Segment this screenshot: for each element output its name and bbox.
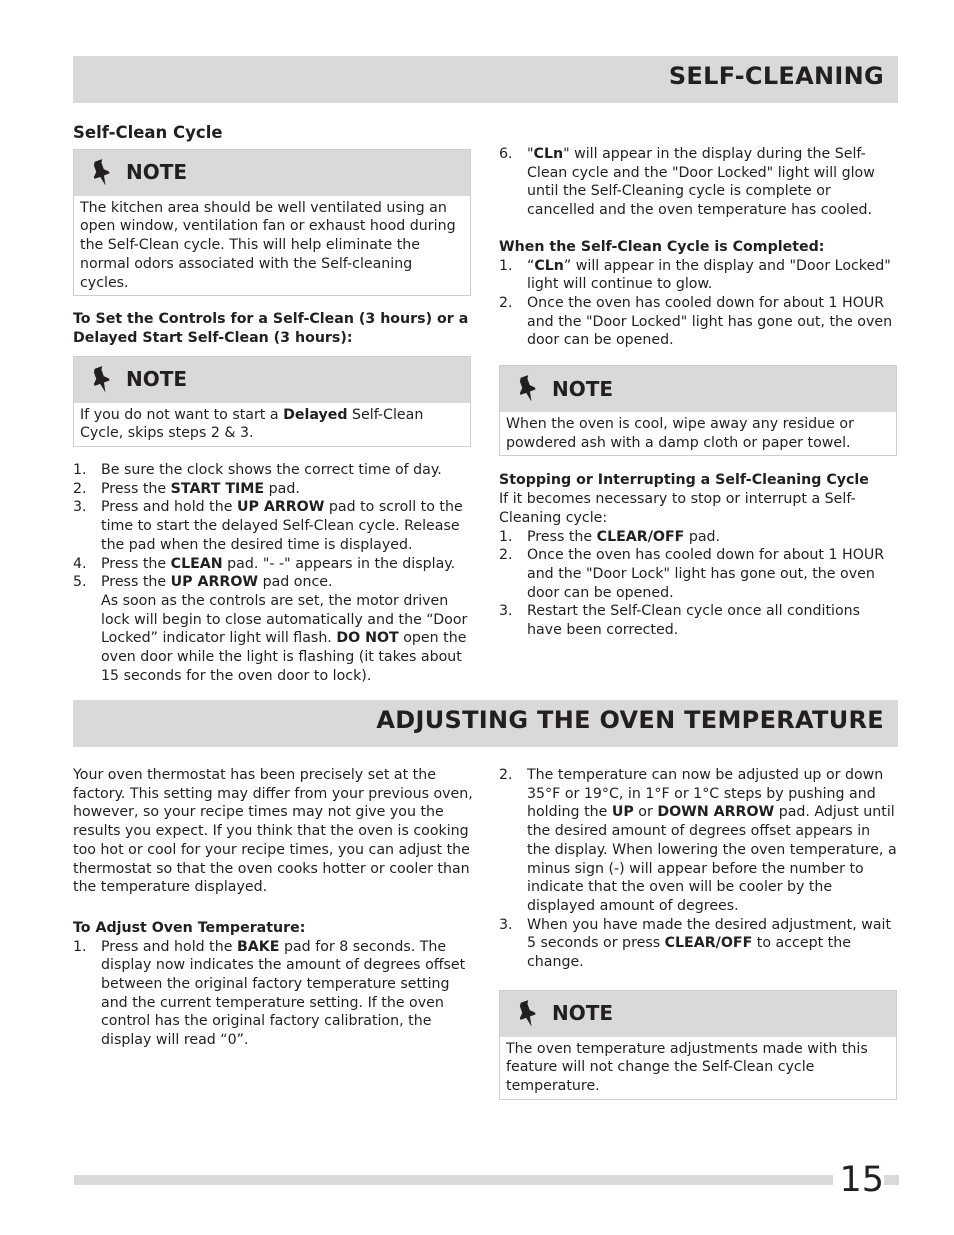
page-number: 15: [833, 1160, 884, 1200]
list-item: 4. Press the CLEAN pad. "- -" appears in the display.: [73, 555, 456, 572]
right-column-self-clean: [499, 145, 897, 640]
adjust-steps-list: [499, 766, 897, 972]
list-item: 3. Press and hold the UP ARROW pad to scroll to the time to start the delayed Self-Clean cycle. Release the pad when the desired time is displayed.: [73, 499, 463, 553]
note-box-ventilation: [73, 149, 471, 297]
note-header: [500, 366, 896, 412]
adjusting-intro: Your oven thermostat has been precisely set at the factory. This setting may differ from your previous oven, however, so your recipe times may not give you the results you expect. If you think that the oven is cooking too hot or cool for your recipe times, you can adjust the thermostat so that the oven cooks hotter or cooler than the temperature displayed.: [73, 767, 473, 896]
subhead-self-clean-cycle: Self-Clean Cycle: [73, 123, 223, 142]
pushpin-icon: [90, 159, 114, 187]
section-title: SELF-CLEANING: [668, 62, 884, 90]
completed-heading: When the Self-Clean Cycle is Completed:: [499, 238, 825, 255]
pushpin-icon: [516, 375, 540, 403]
note-box-delayed: [73, 356, 471, 447]
list-item: 3. Restart the Self-Clean cycle once all conditions have been corrected.: [499, 603, 861, 639]
list-item: 1. Be sure the clock shows the correct time of day.: [73, 462, 442, 479]
step6-list: [499, 145, 897, 220]
left-column-self-clean: [73, 124, 471, 685]
list-item: 1. Press the CLEAR/OFF pad.: [499, 528, 721, 545]
note-text: If you do not want to start a Delayed Self-Clean Cycle, skips steps 2 & 3.: [80, 406, 424, 442]
list-item: 2. Press the START TIME pad.: [73, 480, 300, 497]
self-clean-steps-list: [73, 461, 471, 685]
list-item: 1. “CLn” will appear in the display and "Door Locked" light will continue to glow.: [499, 257, 891, 293]
list-item: 5. Press the UP ARROW pad once. As soon as the controls are set, the motor driven lock will begin to close automatically and the “Door Locked” indicator light will flash. DO NOT open the oven door while the light is flashing (it takes about 15 seconds for the oven door to lock).: [73, 573, 471, 685]
list-item: 2. Once the oven has cooled down for about 1 HOUR and the "Door Locked" light has gone out, the oven door can be opened.: [499, 294, 893, 349]
step5-detail: As soon as the controls are set, the motor driven lock will begin to close automatically and the “Door Locked” indicator light will flash. DO NOT open the oven door while the light is flashing (it takes about 15 seconds for the oven door to lock).: [101, 592, 468, 684]
set-controls-heading: To Set the Controls for a Self-Clean (3 hours) or a Delayed Start Self-Clean (3 hours):: [73, 311, 469, 346]
list-item: 6. "CLn" will appear in the display during the Self-Clean cycle and the "Door Locked" light will glow until the Self-Cleaning cycle is complete or cancelled and the oven temperature has cooled.: [499, 146, 875, 219]
note-text: When the oven is cool, wipe away any residue or powdered ash with a damp cloth or paper towel.: [506, 416, 854, 451]
completed-list: [499, 257, 897, 351]
note-text: The oven temperature adjustments made with this feature will not change the Self-Clean cycle temperature.: [506, 1040, 868, 1095]
note-box-adjustment: [499, 990, 897, 1100]
list-item: 3. When you have made the desired adjustment, wait 5 seconds or press CLEAR/OFF to accept the change.: [499, 916, 892, 971]
note-title: NOTE: [552, 376, 614, 401]
pushpin-icon: [516, 1000, 540, 1028]
footer-bar: [74, 1175, 899, 1185]
note-title: NOTE: [126, 367, 188, 392]
pushpin-icon: [90, 366, 114, 394]
note-text: The kitchen area should be well ventilated using an open window, ventilation fan or exhaust hood during the Self-Clean cycle. This will help eliminate the normal odors associated with the Self-cleaning cycles.: [80, 199, 456, 291]
list-item: 2. The temperature can now be adjusted up or down 35°F or 19°C, in 1°F or 1°C steps by pushing and holding the UP or DOWN ARROW pad. Adjust until the desired amount of degrees offset appears in the display. When lowering the oven temperature, a minus sign (-) will appear before the number to indicate that the oven will be cooler by the displayed amount of degrees.: [499, 767, 897, 914]
note-header: [500, 991, 896, 1037]
list-item: 2. Once the oven has cooled down for about 1 HOUR and the "Door Lock" light has gone out, the oven door can be opened.: [499, 547, 885, 601]
to-adjust-heading: To Adjust Oven Temperature:: [73, 919, 306, 936]
section-banner-adjusting: [73, 700, 898, 747]
stopping-list: [499, 528, 897, 640]
note-header: [74, 150, 470, 196]
note-header: [74, 357, 470, 403]
note-title: NOTE: [126, 160, 188, 185]
right-column-adjusting: [499, 766, 897, 1100]
list-item: 1. Press and hold the BAKE pad for 8 seconds. The display now indicates the amount of degrees offset between the original factory temperature setting and the current temperature setting. If the oven control has the original factory calibration, the display will read “0”.: [73, 938, 466, 1049]
left-column-adjusting: [73, 766, 473, 1050]
section-banner-self-cleaning: [73, 56, 898, 103]
note-title: NOTE: [552, 1001, 614, 1026]
note-box-residue: [499, 365, 897, 456]
stopping-intro: If it becomes necessary to stop or interrupt a Self-Cleaning cycle:: [499, 491, 856, 526]
adjust-step1-list: [73, 938, 473, 1050]
stopping-heading: Stopping or Interrupting a Self-Cleaning Cycle: [499, 472, 869, 489]
section-title: ADJUSTING THE OVEN TEMPERATURE: [376, 706, 884, 734]
